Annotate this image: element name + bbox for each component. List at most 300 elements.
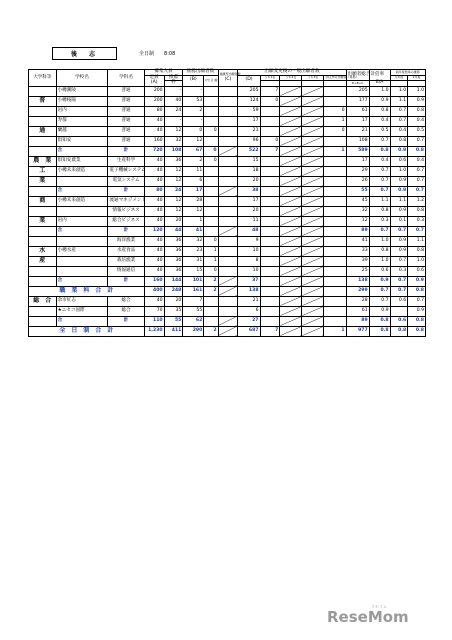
cell-p2: 0.7 [408, 166, 426, 176]
cell-b: 36 [164, 236, 183, 246]
cell-a: 40 [144, 236, 164, 246]
cell-d [204, 96, 218, 106]
cell-p2: 0.8 [408, 146, 426, 156]
cell-b: 55 [164, 316, 183, 326]
cell-j [324, 236, 346, 246]
dept-cell [29, 186, 57, 196]
cell-j [324, 266, 346, 276]
cell-i [302, 306, 324, 316]
cell-g [260, 296, 280, 306]
dept-cell [29, 226, 57, 236]
cell-c: 290 [183, 326, 204, 336]
cell-f: 37 [238, 276, 260, 286]
dept-cell [29, 316, 57, 326]
cell-r: 0.3 [369, 216, 390, 226]
cell-g [260, 196, 280, 206]
cell-r: 0.7 [369, 136, 390, 146]
cell-r: 0.4 [369, 116, 390, 126]
cell-c: 15 [183, 266, 204, 276]
cell-a: 40 [144, 126, 164, 136]
cell-j [324, 276, 346, 286]
cell-h [280, 306, 302, 316]
cell-r: 0.8 [369, 206, 390, 216]
cell-g: 7 [260, 86, 280, 96]
cell-i [302, 196, 324, 206]
total-row [29, 276, 426, 286]
cell-i [302, 206, 324, 216]
cell-k: 89 [346, 316, 369, 326]
dept-cell: 水 [29, 246, 57, 256]
course-cell: 流通マネジメント [108, 196, 144, 206]
cell-d: 2 [204, 286, 218, 296]
cell-h [280, 96, 302, 106]
cell-k: 138 [346, 276, 369, 286]
cell-p1: 0.7 [390, 116, 408, 126]
cell-d [204, 316, 218, 326]
cell-k: 32 [346, 206, 369, 216]
cell-b: 108 [164, 146, 183, 156]
school-cell: 合 [56, 276, 108, 286]
cell-d [204, 116, 218, 126]
cell-p1: 0.7 [390, 286, 408, 296]
cell-i [302, 216, 324, 226]
cell-j [324, 216, 346, 226]
table-row [29, 236, 426, 246]
col-dept: 大学科等 [29, 70, 57, 87]
cell-a: 70 [144, 306, 164, 316]
cell-h [280, 176, 302, 186]
cell-i [302, 146, 324, 156]
cell-k: 25 [346, 266, 369, 276]
dept-cell [29, 86, 57, 96]
dept-cell [29, 306, 57, 316]
dept-cell: 普 [29, 96, 57, 106]
cell-a: 120 [144, 226, 164, 236]
cell-b: 36 [164, 156, 183, 166]
cell-h [280, 126, 302, 136]
cell-r: 0.8 [369, 106, 390, 116]
school-cell: 合 [56, 146, 108, 156]
cell-j [324, 296, 346, 306]
cell-d: 0 [204, 146, 218, 156]
cell-p1: 1.0 [390, 166, 408, 176]
cell-f: 20 [238, 176, 260, 186]
cell-p2: 0.7 [408, 226, 426, 236]
cell-f: 10 [238, 246, 260, 256]
cell-b: 36 [164, 246, 183, 256]
resemom-kana: リセマム [371, 604, 387, 609]
cell-h [280, 136, 302, 146]
school-cell: 小樽桜陽 [56, 96, 108, 106]
cell-e [218, 316, 238, 326]
dept-cell: 通 [29, 126, 57, 136]
cell-p2: 0.7 [408, 136, 426, 146]
cell-p1: 0.7 [390, 226, 408, 236]
school-cell: 小樽未来創造 [56, 166, 108, 176]
school-cell: 合 [56, 186, 108, 196]
col-total-unit: D+B+C [346, 81, 369, 87]
table-row [29, 96, 426, 106]
school-cell: 余市紅志 [56, 296, 108, 306]
cell-p2: 0.4 [408, 156, 426, 166]
col-rate-unit: E/A [369, 81, 390, 87]
cell-p2: 1.0 [408, 86, 426, 96]
cell-j [324, 86, 346, 96]
cell-b: 24 [164, 106, 183, 116]
cell-e [218, 236, 238, 246]
cell-g [260, 206, 280, 216]
cell-a: 40 [144, 206, 164, 216]
cell-p1: 0.7 [390, 276, 408, 286]
cell-a: 1,230 [144, 326, 164, 336]
cell-i [302, 266, 324, 276]
cell-p1 [390, 306, 408, 316]
school-cell [56, 176, 108, 186]
cell-d [204, 206, 218, 216]
cell-r: 0.7 [369, 186, 390, 196]
cell-g [260, 106, 280, 116]
course-cell: 情報ビジネス [108, 206, 144, 216]
cell-i [302, 86, 324, 96]
cell-k: 299 [346, 286, 369, 296]
cell-c: 2 [183, 106, 204, 116]
table-header [29, 70, 426, 87]
table-row [29, 106, 426, 116]
cell-f: 48 [238, 226, 260, 236]
cell-e [218, 96, 238, 106]
cell-r: 0.7 [369, 176, 390, 186]
cell-h [280, 246, 302, 256]
school-cell: 小樽未来創造 [56, 196, 108, 206]
cell-c: 32 [183, 236, 204, 246]
cell-d [204, 176, 218, 186]
cell-b: 24 [164, 186, 183, 196]
cell-e [218, 256, 238, 266]
cell-h [280, 186, 302, 196]
total-row [29, 226, 426, 236]
course-cell: 普通 [108, 116, 144, 126]
cell-r: 0.8 [369, 146, 390, 156]
cell-g: 7 [260, 326, 280, 336]
cell-d: 1 [204, 256, 218, 266]
cell-b: 248 [164, 286, 183, 296]
cell-g [260, 186, 280, 196]
cell-k: 39 [346, 256, 369, 266]
total-row [29, 286, 426, 296]
page-header [52, 47, 175, 60]
cell-j: 0 [324, 106, 346, 116]
cell-j [324, 316, 346, 326]
cell-b: - [164, 116, 183, 126]
school-cell [56, 266, 108, 276]
cell-e [218, 176, 238, 186]
dept-cell [29, 146, 57, 156]
school-cell [56, 256, 108, 266]
cell-g [260, 236, 280, 246]
cell-d: 2 [204, 326, 218, 336]
cell-k: 29 [346, 166, 369, 176]
cell-d [204, 186, 218, 196]
cell-r: 0.8 [369, 246, 390, 256]
course-cell: 生産科学 [108, 156, 144, 166]
cell-c: 0 [183, 126, 204, 136]
col-a: 定員 (A) [144, 75, 164, 86]
cell-p2: 0.8 [408, 246, 426, 256]
cell-h [280, 156, 302, 166]
cell-p1: 0.9 [390, 186, 408, 196]
cell-h [280, 286, 302, 296]
cell-c: 161 [183, 286, 204, 296]
cell-r: 0.7 [369, 166, 390, 176]
cell-f: 8 [238, 256, 260, 266]
cell-e [218, 266, 238, 276]
cell-p2: 1.1 [408, 236, 426, 246]
cell-e [218, 186, 238, 196]
cell-p1: 0.9 [390, 246, 408, 256]
cell-b: 12 [164, 166, 183, 176]
cell-r: 1.0 [369, 86, 390, 96]
cell-j [324, 166, 346, 176]
dept-cell: 業 [29, 176, 57, 186]
cell-i [302, 256, 324, 266]
course-cell: 電気システム [108, 176, 144, 186]
dept-cell: 総 合 [29, 296, 57, 306]
cell-p2: 0.8 [408, 106, 426, 116]
cell-c: 12 [183, 136, 204, 146]
cell-r: 0.4 [369, 156, 390, 166]
cell-g [260, 156, 280, 166]
course-cell: 水産食品 [108, 246, 144, 256]
course-cell: 計 [108, 186, 144, 196]
course-cell: 総合 [108, 296, 144, 306]
cell-g [260, 226, 280, 236]
cell-r: 0.9 [369, 96, 390, 106]
cell-d: 0 [204, 236, 218, 246]
cell-k: 205 [346, 86, 369, 96]
cell-i [302, 156, 324, 166]
cell-d: 2 [204, 276, 218, 286]
school-cell: 小樽水産 [56, 246, 108, 256]
cell-h [280, 166, 302, 176]
col-school: 学校名 [56, 70, 108, 87]
cell-g [260, 216, 280, 226]
cell-k: 977 [346, 326, 369, 336]
cell-c: 7 [183, 296, 204, 306]
cell-p2: 1.0 [408, 256, 426, 266]
cell-c: - [183, 86, 204, 96]
cell-f: 124 [238, 96, 260, 106]
cell-f: 21 [238, 126, 260, 136]
cell-a: 40 [144, 216, 164, 226]
school-cell: ★ニセコ国際 [56, 306, 108, 316]
cell-d: 1 [204, 246, 218, 256]
cell-b: - [164, 86, 183, 96]
cell-r: 0.7 [369, 286, 390, 296]
cell-i [302, 166, 324, 176]
cell-i [302, 96, 324, 106]
cell-r: 0.8 [369, 326, 390, 336]
cell-k: 33 [346, 246, 369, 256]
cell-p2: 0.5 [408, 126, 426, 136]
cell-g [260, 306, 280, 316]
cell-p1: 1.0 [390, 86, 408, 96]
cell-a: 80 [144, 106, 164, 116]
cell-g [260, 166, 280, 176]
cell-e [218, 166, 238, 176]
col-y3: うち3名 [302, 75, 324, 81]
col-other: 学区外の志願者（再掲） [325, 75, 359, 80]
course-cell: 栽培漁業 [108, 256, 144, 266]
cell-e [218, 126, 238, 136]
cell-d [204, 296, 218, 306]
cell-f: 15 [238, 156, 260, 166]
cell-r: 0.6 [369, 266, 390, 276]
cell-h [280, 206, 302, 216]
cell-g [260, 176, 280, 186]
cell-p1: 0.9 [390, 236, 408, 246]
cell-k: 12 [346, 216, 369, 226]
cell-j [324, 286, 346, 296]
cell-r: 1.0 [369, 236, 390, 246]
cell-k: 589 [346, 146, 369, 156]
cell-g [260, 256, 280, 266]
cell-j [324, 176, 346, 186]
cell-g: 7 [260, 146, 280, 156]
cell-k: 28 [346, 296, 369, 306]
cell-f: 205 [238, 86, 260, 96]
cell-j [324, 196, 346, 206]
cell-i [302, 126, 324, 136]
cell-g [260, 266, 280, 276]
cell-a: 200 [144, 86, 164, 96]
table-row [29, 266, 426, 276]
cell-g [260, 316, 280, 326]
col-course: 学科名 [108, 70, 144, 87]
cell-p2: 0.8 [408, 316, 426, 326]
cell-j [324, 306, 346, 316]
cell-p2: 0.7 [408, 296, 426, 306]
cell-j [324, 226, 346, 236]
cell-d [204, 226, 218, 236]
cell-p1: 0.3 [390, 266, 408, 276]
cell-e [218, 296, 238, 306]
dept-cell: 産 [29, 256, 57, 266]
cell-p1: 0.6 [390, 156, 408, 166]
cell-c: 6 [183, 176, 204, 186]
cell-p1: 1.1 [390, 196, 408, 206]
school-cell: 蘭越 [56, 126, 108, 136]
cell-a: 720 [144, 146, 164, 156]
cell-p1: 0.8 [390, 326, 408, 336]
cell-i [302, 296, 324, 306]
cell-d [204, 106, 218, 116]
cell-p1: 0.1 [390, 216, 408, 226]
cell-c: 67 [183, 146, 204, 156]
cell-c: 31 [183, 256, 204, 266]
cell-g: 0 [260, 96, 280, 106]
course-cell: 情報通信 [108, 266, 144, 276]
cell-h [280, 326, 302, 336]
school-cell: 岩内 [56, 106, 108, 116]
cell-c: 11 [183, 166, 204, 176]
cell-d: 0 [204, 156, 218, 166]
cell-f: 17 [238, 196, 260, 206]
dept-cell [29, 276, 57, 286]
cell-c: 23 [183, 246, 204, 256]
cell-p1: 0.4 [390, 126, 408, 136]
table-row [29, 166, 426, 176]
cell-c: 12 [183, 206, 204, 216]
table-body [29, 86, 426, 336]
course-cell: 電子機械システム [108, 166, 144, 176]
table-row [29, 136, 426, 146]
cell-d [204, 86, 218, 96]
cell-j [324, 206, 346, 216]
cell-j [324, 256, 346, 266]
col-y1: うち1名 [260, 75, 280, 81]
cell-i [302, 176, 324, 186]
dept-cell [29, 116, 57, 126]
col-y2: うち2名 [280, 75, 302, 81]
cell-k: 177 [346, 96, 369, 106]
col-hope: 推薦出願者数 [183, 70, 218, 76]
dept-cell: 工 [29, 166, 57, 176]
schedule-label: 全日制 [139, 51, 155, 57]
cell-h [280, 116, 302, 126]
resemom-logo: ReseMom [327, 608, 409, 626]
cell-j: 1 [324, 326, 346, 336]
cell-a: 200 [144, 96, 164, 106]
col-d: (D) [238, 75, 260, 86]
dept-cell: 農 業 [29, 156, 57, 166]
school-cell: 小樽潮陵 [56, 86, 108, 96]
cell-g [260, 276, 280, 286]
cell-j [324, 186, 346, 196]
cell-e [218, 146, 238, 156]
cell-r: 0.7 [369, 226, 390, 236]
cell-e [218, 106, 238, 116]
cell-g [260, 286, 280, 296]
region-label: 後 志 [52, 47, 117, 60]
cell-h [280, 276, 302, 286]
cell-b: 44 [164, 226, 183, 236]
applicants-table [28, 69, 426, 337]
cell-p2: 0.9 [408, 276, 426, 286]
cell-r: 0.9 [369, 306, 390, 316]
table-row [29, 176, 426, 186]
cell-j [324, 96, 346, 106]
course-cell: 海洋漁業 [108, 236, 144, 246]
table-row [29, 116, 426, 126]
cell-e [218, 226, 238, 236]
dept-cell [29, 236, 57, 246]
cell-i [302, 326, 324, 336]
dept-cell [29, 266, 57, 276]
table-row [29, 296, 426, 306]
cell-e [218, 276, 238, 286]
cell-b: 144 [164, 276, 183, 286]
course-cell: 普通 [108, 136, 144, 146]
table-row [29, 156, 426, 166]
cell-h [280, 146, 302, 156]
cell-k: 45 [346, 196, 369, 206]
cell-j: 1 [324, 116, 346, 126]
cell-k: 41 [346, 236, 369, 246]
cell-g [260, 246, 280, 256]
cell-p2: 0.4 [408, 116, 426, 126]
cell-c: 53 [183, 96, 204, 106]
cell-r: 1.1 [369, 196, 390, 206]
